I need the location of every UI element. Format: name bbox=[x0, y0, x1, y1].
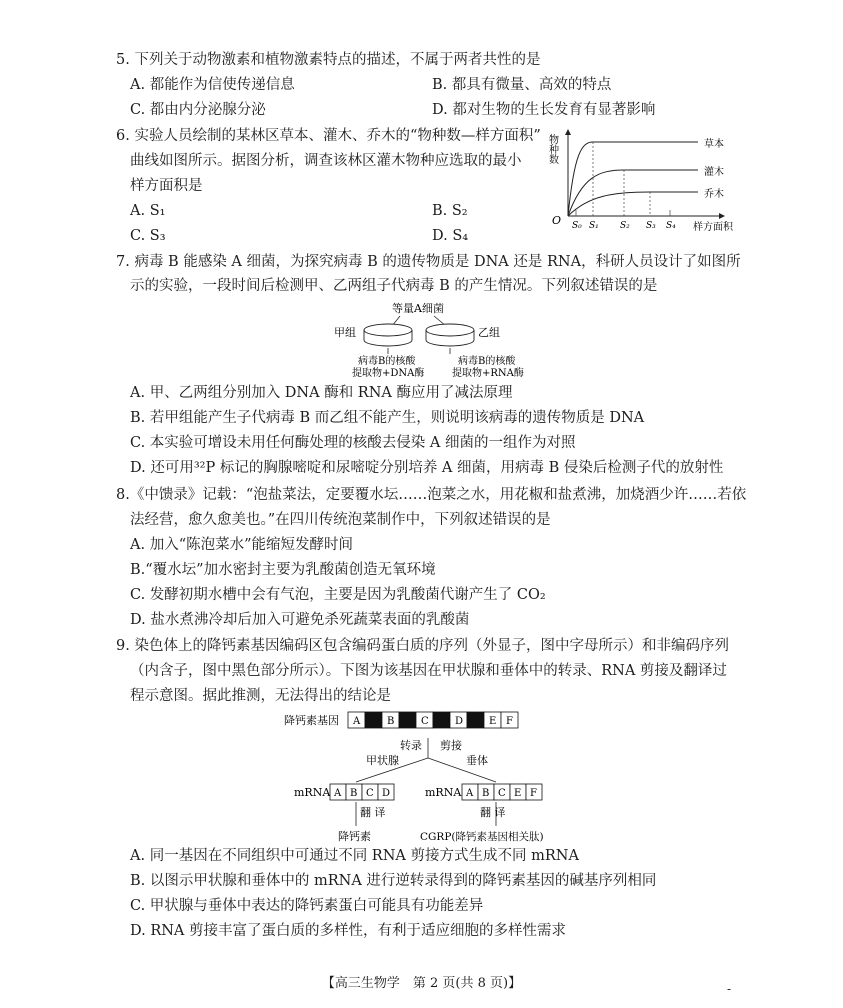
petri-dish-right bbox=[426, 324, 474, 336]
intron-segment bbox=[433, 712, 450, 728]
chart-ylabel: 物种数 bbox=[546, 134, 558, 164]
exon-label: F bbox=[506, 716, 513, 727]
q7-group-yi: 乙组 bbox=[478, 326, 500, 339]
q8-stem-line2: 法经营，愈久愈美也。”在四川传统泡菜制作中，下列叙述错误的是 bbox=[130, 512, 551, 528]
q5-option-b: B. 都具有微量、高效的特点 bbox=[432, 77, 612, 93]
translate-left: 翻 译 bbox=[360, 806, 386, 819]
q8-stem-line1: 8.《中馈录》记载：“泡盐菜法，定要覆水坛……泡菜之水，用花椒和盐煮沸，加烧酒少许……若依 bbox=[116, 487, 747, 503]
chart-series-label: 乔木 bbox=[704, 189, 724, 200]
q7-left-text1: 病毒B的核酸 bbox=[358, 356, 416, 367]
q7-right-text1: 病毒B的核酸 bbox=[458, 356, 516, 367]
q5-option-c: C. 都由内分泌腺分泌 bbox=[130, 102, 266, 118]
chart-series-line bbox=[568, 142, 698, 216]
exon-label: B bbox=[387, 716, 395, 727]
thyroid-label: 甲状腺 bbox=[366, 754, 399, 767]
q9-stem-line2: （内含子，图中黑色部分所示）。下图为该基因在甲状腺和垂体中的转录、RNA 剪接及翻译过 bbox=[130, 663, 727, 679]
chart-series-line bbox=[568, 170, 698, 216]
q6-stem-line2: 曲线如图所示。据图分析，调查该林区灌木物种应选取的最小 bbox=[130, 153, 522, 169]
cgrp-label: CGRP(降钙素基因相关肽) bbox=[420, 831, 544, 843]
chart-tick-label: S₄ bbox=[666, 221, 676, 231]
chart-tick-label: S₃ bbox=[646, 221, 656, 231]
q6-option-a: A. S₁ bbox=[130, 203, 166, 219]
mrna-label-left: mRNA bbox=[294, 786, 331, 799]
q6-option-c: C. S₃ bbox=[130, 228, 166, 244]
chart-series-label: 草本 bbox=[704, 139, 724, 150]
chart-series-label: 灌木 bbox=[704, 167, 724, 178]
chart-series-line bbox=[568, 192, 698, 216]
q7-stem-line2: 示的实验，一段时间后检测甲、乙两组子代病毒 B 的产生情况。下列叙述错误的是 bbox=[130, 278, 658, 294]
q7-experiment-diagram bbox=[330, 298, 550, 382]
page-footer: 【高三生物学 第 2 页(共 8 页)】 bbox=[321, 976, 522, 991]
q9-stem-line1: 9. 染色体上的降钙素基因编码区包含编码蛋白质的序列（外显子，图中字母所示）和非编码序列 bbox=[116, 638, 729, 654]
q7-top-label: 等量A细菌 bbox=[392, 302, 444, 315]
splice-label: 剪接 bbox=[440, 739, 462, 752]
mrna-right-bar bbox=[462, 784, 542, 800]
mrna-label-right: mRNA bbox=[425, 786, 462, 799]
mrna-exon-label: B bbox=[482, 788, 490, 799]
q5-option-a: A. 都能作为信使传递信息 bbox=[130, 77, 295, 93]
petri-dish-left bbox=[364, 324, 412, 336]
pituitary-label: 垂体 bbox=[466, 754, 488, 767]
q7-right-text2: 提取物+RNA酶 bbox=[452, 368, 524, 379]
q9-stem-line3: 程示意图。据此推测，无法得出的结论是 bbox=[130, 688, 391, 704]
mrna-exon-label: C bbox=[498, 788, 506, 799]
mrna-exon-label: E bbox=[514, 788, 522, 799]
gene-label: 降钙素基因 bbox=[284, 714, 339, 727]
q9-option-c: C. 甲状腺与垂体中表达的降钙素蛋白可能具有功能差异 bbox=[130, 898, 484, 914]
mrna-exon-label: C bbox=[366, 788, 374, 799]
q8-option-a: A. 加入“陈泡菜水”能缩短发酵时间 bbox=[130, 537, 354, 553]
chart-curves bbox=[568, 137, 724, 216]
q7-option-a: A. 甲、乙两组分别加入 DNA 酶和 RNA 酶应用了减法原理 bbox=[130, 385, 513, 401]
q9-option-b: B. 以图示甲状腺和垂体中的 mRNA 进行逆转录得到的降钙素基因的碱基序列相同 bbox=[130, 873, 657, 889]
q8-option-b: B.“覆水坛”加水密封主要为乳酸菌创造无氧环境 bbox=[130, 562, 436, 578]
exon-label: E bbox=[489, 716, 497, 727]
intron-segment bbox=[365, 712, 382, 728]
mrna-exon-label: D bbox=[382, 788, 391, 799]
translate-right: 翻 译 bbox=[480, 806, 506, 819]
chart-origin: O bbox=[552, 214, 562, 227]
q6-option-b: B. S₂ bbox=[432, 203, 468, 219]
chart-ticks bbox=[572, 221, 676, 231]
chart-tick-label: S₁ bbox=[589, 221, 599, 231]
q8-option-c: C. 发酵初期水槽中会有气泡，主要是因为乳酸菌代谢产生了 CO₂ bbox=[130, 587, 546, 603]
chart-tick-label: S₀ bbox=[572, 221, 582, 231]
q7-stem-line1: 7. 病毒 B 能感染 A 细菌，为探究病毒 B 的遗传物质是 DNA 还是 RNA，科研人员设计了如图所 bbox=[116, 254, 741, 270]
q9-splicing-diagram bbox=[280, 708, 580, 846]
mrna-exon-label: A bbox=[466, 788, 474, 799]
q6-option-d: D. S₄ bbox=[432, 228, 469, 244]
chart-guides bbox=[576, 142, 670, 216]
exon-label: C bbox=[421, 716, 429, 727]
exon-label: D bbox=[455, 716, 464, 727]
q6-stem-line1: 6. 实验人员绘制的某林区草本、灌木、乔木的“物种数—样方面积” bbox=[116, 128, 541, 144]
q7-group-jia: 甲组 bbox=[334, 326, 356, 339]
mrna-left-bar bbox=[330, 784, 394, 800]
exon-label: A bbox=[353, 716, 361, 727]
q5-option-d: D. 都对生物的生长发育有显著影响 bbox=[432, 102, 656, 118]
calcitonin-label: 降钙素 bbox=[338, 830, 371, 843]
transcribe-label: 转录 bbox=[400, 739, 422, 752]
mrna-exon-label: B bbox=[350, 788, 358, 799]
intron-segment bbox=[399, 712, 416, 728]
q9-option-a: A. 同一基因在不同组织中可通过不同 RNA 剪接方式生成不同 mRNA bbox=[130, 848, 579, 864]
q7-left-text2: 提取物+DNA酶 bbox=[352, 368, 425, 379]
q8-option-d: D. 盐水煮沸冷却后加入可避免杀死蔬菜表面的乳酸菌 bbox=[130, 612, 470, 628]
q7-option-b: B. 若甲组能产生子代病毒 B 而乙组不能产生，则说明该病毒的遗传物质是 DNA bbox=[130, 410, 645, 426]
mrna-exon-label: A bbox=[334, 788, 342, 799]
q7-option-c: C. 本实验可增设未用任何酶处理的核酸去侵染 A 细菌的一组作为对照 bbox=[130, 435, 576, 451]
q9-option-d: D. RNA 剪接丰富了蛋白质的多样性，有利于适应细胞的多样性需求 bbox=[130, 923, 567, 939]
q5-stem: 5. 下列关于动物激素和植物激素特点的描述，不属于两者共性的是 bbox=[116, 52, 541, 68]
gene-bar bbox=[348, 712, 518, 728]
q6-stem-line3: 样方面积是 bbox=[130, 178, 203, 194]
chart-xlabel: 样方面积 bbox=[693, 222, 733, 233]
q7-option-d: D. 还可用³²P 标记的胸腺嘧啶和尿嘧啶分别培养 A 细菌，用病毒 B 侵染后检测子代的放射性 bbox=[130, 460, 724, 476]
species-area-chart bbox=[548, 124, 738, 236]
chart-tick-label: S₂ bbox=[620, 221, 630, 231]
mrna-exon-label: F bbox=[530, 788, 537, 799]
intron-segment bbox=[467, 712, 484, 728]
footer-mark: - bbox=[727, 982, 732, 996]
